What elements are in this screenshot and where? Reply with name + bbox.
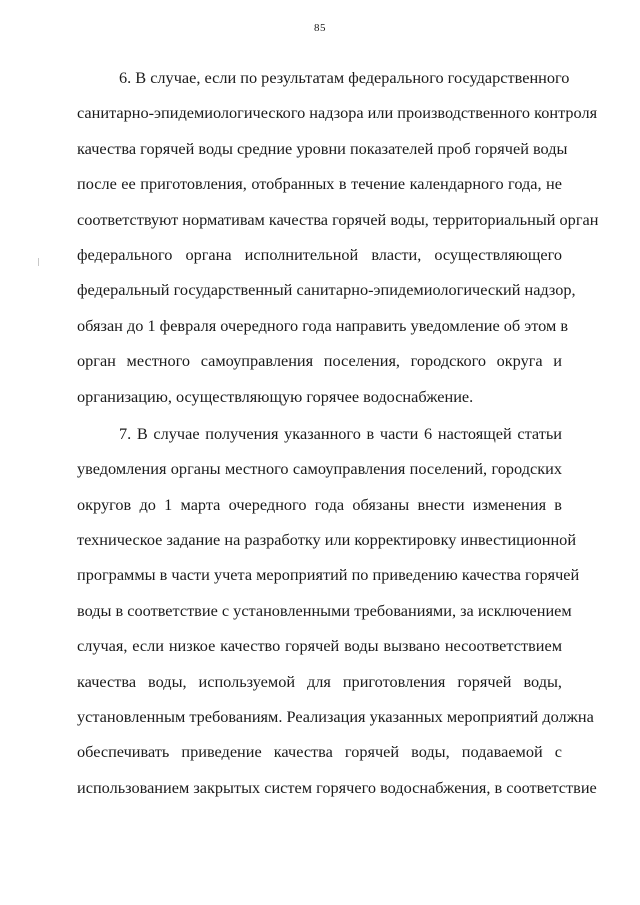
text-line: программы в части учета мероприятий по приведению качества горячей (77, 565, 580, 585)
text-line: санитарно-эпидемиологического надзора или производственного контроля (77, 103, 598, 123)
text-line: обеспечивать приведение качества горячей воды, подаваемой с (77, 742, 562, 762)
text-line: организацию, осуществляющую горячее водоснабжение. (77, 386, 474, 406)
text-line: уведомления органы местного самоуправления поселений, городских (77, 459, 562, 479)
text-line: установленным требованиям. Реализация указанных мероприятий должна (77, 707, 594, 727)
text-line: качества горячей воды средние уровни показателей проб горячей воды (77, 138, 568, 158)
text-line: воды в соответствие с установленными требованиями, за исключением (77, 600, 572, 620)
text-line: после ее приготовления, отобранных в течение календарного года, не (77, 174, 562, 194)
text-line: федерального органа исполнительной власти, осуществляющего (77, 244, 562, 264)
page-number: 85 (314, 22, 326, 34)
text-line: случая, если низкое качество горячей воды вызвано несоответствием (77, 636, 562, 656)
text-line: использованием закрытых систем горячего водоснабжения, в соответствие (77, 777, 597, 797)
text-line: соответствуют нормативам качества горячей воды, территориальный орган (77, 209, 599, 229)
text-line: орган местного самоуправления поселения, городского округа и (77, 351, 562, 371)
margin-mark (38, 258, 39, 266)
text-line: техническое задание на разработку или корректировку инвестиционной (77, 530, 577, 550)
text-line: 6. В случае, если по результатам федерального государственного (119, 68, 570, 87)
text-line: качества воды, используемой для приготовления горячей воды, (77, 671, 562, 691)
paragraph-6 (77, 60, 599, 414)
text-line: федеральный государственный санитарно-эпидемиологический надзор, (77, 280, 576, 300)
text-line: 7. В случае получения указанного в части 6 настоящей статьи (119, 423, 562, 443)
paragraph-7 (77, 416, 597, 805)
text-line: округов до 1 марта очередного года обязаны внести изменения в (77, 494, 562, 514)
document-body (77, 60, 599, 805)
text-line: обязан до 1 февраля очередного года направить уведомление об этом в (77, 315, 569, 335)
